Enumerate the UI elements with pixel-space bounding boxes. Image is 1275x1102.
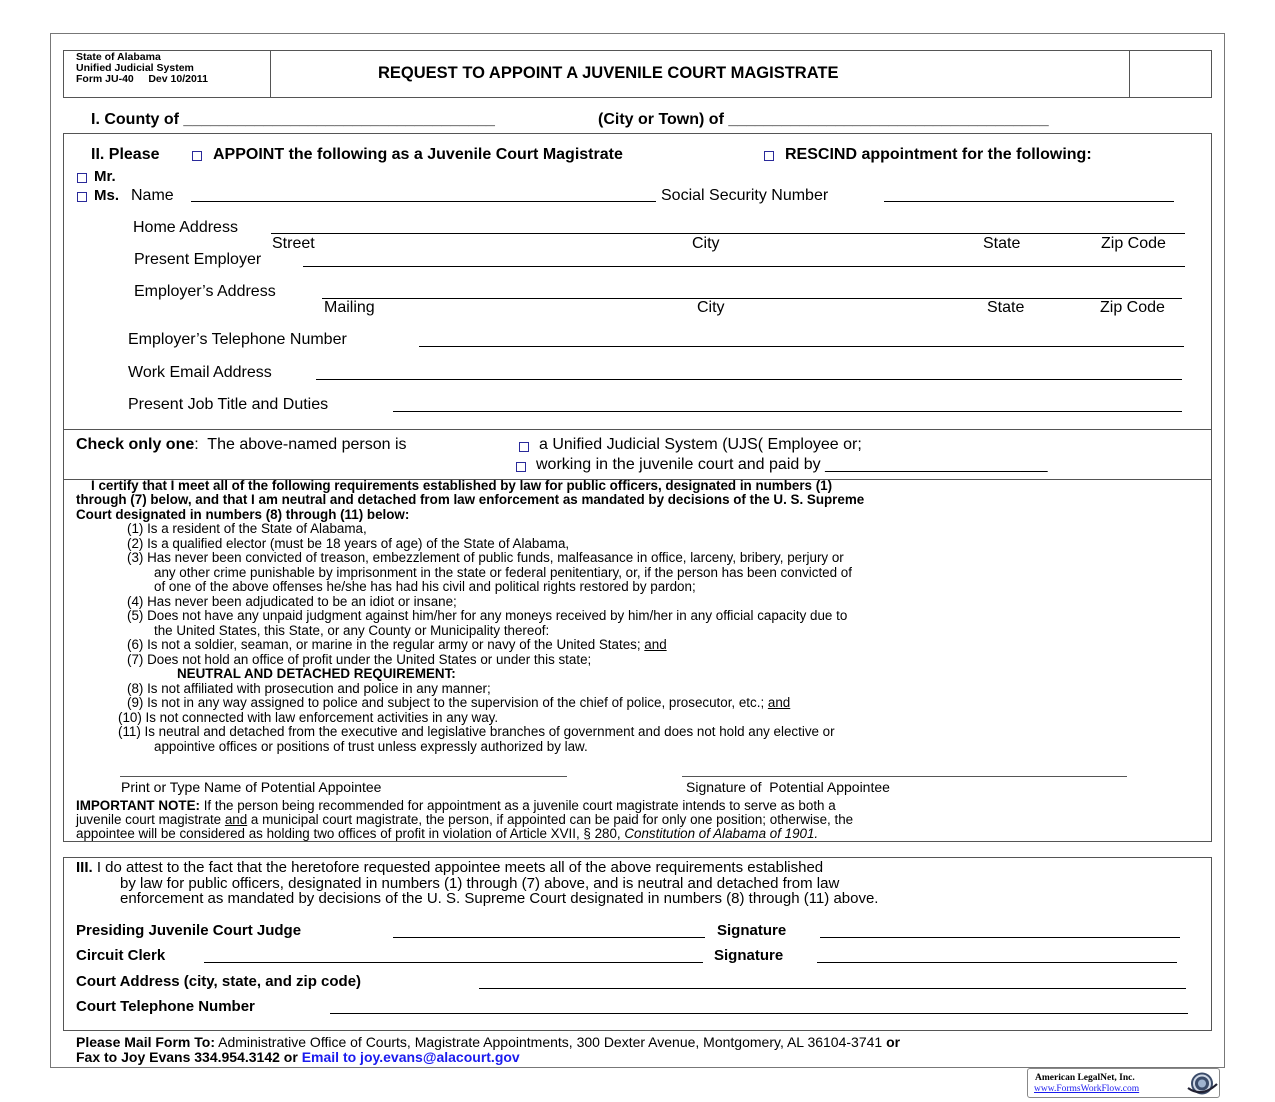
- req-item-6: [127, 638, 667, 653]
- home-address-label: Home Address: [133, 219, 238, 236]
- clerk-input[interactable]: [204, 962, 703, 963]
- neutral-heading: NEUTRAL AND DETACHED REQUIREMENT:: [177, 666, 456, 681]
- mr-checkbox[interactable]: [77, 170, 93, 188]
- court-phone-input[interactable]: [330, 1013, 1188, 1014]
- note-text-2a: juvenile court magistrate: [76, 812, 225, 827]
- certify-line2: through (7) below, and that I am neutral and detached from law enforcement as mandated by decisions of the U. S. Supreme: [76, 492, 865, 507]
- mailing-sublabel: Mailing: [324, 299, 375, 316]
- legalnet-logo-icon: [1184, 1070, 1220, 1102]
- ssn-label: Social Security Number: [661, 187, 829, 204]
- appoint-checkbox[interactable]: [192, 148, 208, 166]
- employer-address-input[interactable]: [322, 298, 1182, 299]
- juvenile-court-checkbox[interactable]: [516, 459, 532, 477]
- important-note-line2: [76, 812, 853, 827]
- section3-numeral: III.: [76, 859, 93, 876]
- ujs-employee-checkbox[interactable]: [519, 439, 535, 457]
- email-link[interactable]: Email to joy.evans@alacourt.gov: [301, 1049, 520, 1065]
- attest-line1: [76, 859, 823, 876]
- header-system: Unified Judicial System: [76, 62, 194, 74]
- job-title-input[interactable]: [393, 411, 1182, 412]
- above-named-text: : The above-named person is: [194, 436, 407, 453]
- mail-or: or: [886, 1034, 901, 1050]
- clerk-signature-input[interactable]: [817, 962, 1177, 963]
- header-divider-right: [1129, 50, 1130, 98]
- county-field[interactable]: I. County of ___________________________________: [91, 111, 495, 128]
- juvenile-court-label[interactable]: working in the juvenile court and paid by _________________________: [536, 456, 1048, 473]
- badge-company: American LegalNet, Inc.: [1035, 1073, 1135, 1083]
- divider-check: [63, 429, 1212, 430]
- important-note-label: IMPORTANT NOTE:: [76, 798, 200, 813]
- fax-instructions: [76, 1049, 520, 1065]
- header-state: State of Alabama: [76, 51, 161, 63]
- req-item-4: (4) Has never been adjudicated to be an idiot or insane;: [127, 594, 457, 609]
- note-text-3b: Constitution of Alabama of 1901.: [624, 826, 819, 841]
- req-item-5-cont: the United States, this State, or any County or Municipality thereof:: [154, 623, 550, 638]
- name-label: Name: [131, 187, 174, 204]
- job-title-label: Present Job Title and Duties: [128, 396, 329, 413]
- court-address-input[interactable]: [479, 988, 1186, 989]
- name-input[interactable]: [191, 201, 656, 202]
- req-item-6-text: (6) Is not a soldier, seaman, or marine in the regular army or navy of the United States;: [127, 637, 641, 652]
- mail-instructions: [76, 1034, 900, 1050]
- ms-label: Ms.: [94, 187, 120, 204]
- ssn-input[interactable]: [884, 201, 1174, 202]
- mail-address: Administrative Office of Courts, Magistrate Appointments, 300 Dexter Avenue, Montgomery, AL 36104-3741: [215, 1034, 887, 1050]
- mail-label: Please Mail Form To:: [76, 1034, 215, 1050]
- important-note-line1: [76, 798, 836, 813]
- appointee-signature-label: Signature of Potential Appointee: [686, 779, 890, 795]
- city-town-field[interactable]: (City or Town) of ____________________________________: [598, 111, 1049, 128]
- clerk-signature-label: Signature: [714, 947, 784, 964]
- appoint-label: APPOINT the following as a Juvenile Court Magistrate: [213, 146, 623, 163]
- check-only-one: [76, 436, 407, 454]
- court-address-label: Court Address (city, state, and zip code): [76, 973, 362, 990]
- req-item-7: (7) Does not hold an office of profit under the United States or under this state;: [127, 652, 592, 667]
- employer-address-label: Employer’s Address: [134, 283, 276, 300]
- ujs-employee-label: a Unified Judicial System (UJS( Employee or;: [539, 436, 862, 453]
- req-item-3: (3) Has never been convicted of treason, embezzlement of public funds, malfeasance in office, larceny, bribery, perjury or: [127, 550, 844, 565]
- note-text-3a: appointee will be considered as holding two offices of profit in violation of Article XVII, § 280,: [76, 826, 625, 841]
- req-item-9: [127, 696, 790, 711]
- court-phone-label: Court Telephone Number: [76, 998, 255, 1015]
- ms-checkbox[interactable]: [77, 189, 93, 207]
- present-employer-label: Present Employer: [134, 251, 262, 268]
- fax-text: Fax to Joy Evans 334.954.3142 or: [76, 1049, 302, 1065]
- check-only-one-label: Check only one: [76, 436, 195, 453]
- mr-label: Mr.: [94, 168, 116, 185]
- clerk-label: Circuit Clerk: [76, 947, 166, 964]
- req-item-2: (2) Is a qualified elector (must be 18 years of age) of the State of Alabama,: [127, 536, 570, 551]
- attest-line3: enforcement as mandated by decisions of the U. S. Supreme Court designated in numbers (8) through (11) above.: [120, 890, 879, 907]
- rescind-checkbox[interactable]: [764, 148, 780, 166]
- header-divider-left: [270, 50, 271, 98]
- note-and-word: and: [224, 812, 248, 827]
- certify-line1: I certify that I meet all of the following requirements established by law for public officers, designated in numbers (1): [91, 478, 833, 493]
- note-text-1: If the person being recommended for appointment as a juvenile court magistrate intends to serve as both a: [199, 798, 836, 813]
- street-sublabel: Street: [272, 235, 315, 252]
- req-item-11-cont: appointive offices or positions of trust unless expressly authorized by law.: [154, 739, 588, 754]
- work-email-input[interactable]: [316, 379, 1182, 380]
- req-item-1: (1) Is a resident of the State of Alabama,: [127, 521, 367, 536]
- req-item-5: (5) Does not have any unpaid judgment against him/her for any moneys received by him/her in any official capacity due to: [127, 608, 848, 623]
- attest-line2: by law for public officers, designated in numbers (1) through (7) above, and is neutral and detached from law: [120, 875, 840, 892]
- city-sublabel: City: [692, 235, 720, 252]
- home-address-input[interactable]: [271, 233, 1185, 234]
- employer-phone-input[interactable]: [419, 346, 1184, 347]
- judge-signature-input[interactable]: [820, 937, 1180, 938]
- important-note-line3: [76, 826, 818, 841]
- print-name-input[interactable]: [120, 776, 567, 777]
- and-word-6: and: [644, 637, 667, 652]
- certify-line3: Court designated in numbers (8) through (11) below:: [76, 507, 410, 522]
- req-item-8: (8) Is not affiliated with prosecution and police in any manner;: [127, 681, 491, 696]
- note-text-2b: a municipal court magistrate, the person, if appointed can be paid for only one position; otherwise, the: [247, 812, 854, 827]
- employer-phone-label: Employer’s Telephone Number: [128, 331, 347, 348]
- req-item-10: (10) Is not connected with law enforcement activities in any way.: [118, 710, 499, 725]
- present-employer-input[interactable]: [303, 266, 1185, 267]
- req-item-11: (11) Is neutral and detached from the executive and legislative branches of government and does not hold any elective or: [118, 724, 835, 739]
- req-item-3-cont-1: any other crime punishable by imprisonment in the state or federal penitentiary, or, if the person has been convicted of: [154, 565, 852, 580]
- header-form-id: Form JU-40 Dev 10/2011: [76, 73, 208, 85]
- please-label: II. Please: [91, 146, 160, 163]
- print-name-label: Print or Type Name of Potential Appointee: [121, 779, 382, 795]
- and-word-9: and: [767, 695, 791, 710]
- judge-input[interactable]: [393, 937, 705, 938]
- page-title: REQUEST TO APPOINT A JUVENILE COURT MAGISTRATE: [378, 64, 839, 82]
- badge-url[interactable]: www.FormsWorkFlow.com: [1034, 1084, 1140, 1094]
- req-item-3-cont-2: of one of the above offenses he/she has had his civil and political rights restored by pardon;: [154, 579, 696, 594]
- work-email-label: Work Email Address: [128, 364, 272, 381]
- req-item-9-text: (9) Is not in any way assigned to police and subject to the supervision of the chief of police, prosecutor, etc.;: [127, 695, 765, 710]
- judge-label: Presiding Juvenile Court Judge: [76, 922, 302, 939]
- zip-sublabel: Zip Code: [1101, 235, 1166, 252]
- rescind-label: RESCIND appointment for the following:: [785, 146, 1092, 163]
- state-sublabel: State: [983, 235, 1021, 252]
- employer-zip-sublabel: Zip Code: [1100, 299, 1165, 316]
- employer-state-sublabel: State: [987, 299, 1025, 316]
- employer-city-sublabel: City: [697, 299, 725, 316]
- judge-signature-label: Signature: [717, 922, 787, 939]
- attest-text-1: I do attest to the fact that the heretofore requested appointee meets all of the above requirements established: [92, 859, 824, 876]
- appointee-signature-input[interactable]: [682, 776, 1127, 777]
